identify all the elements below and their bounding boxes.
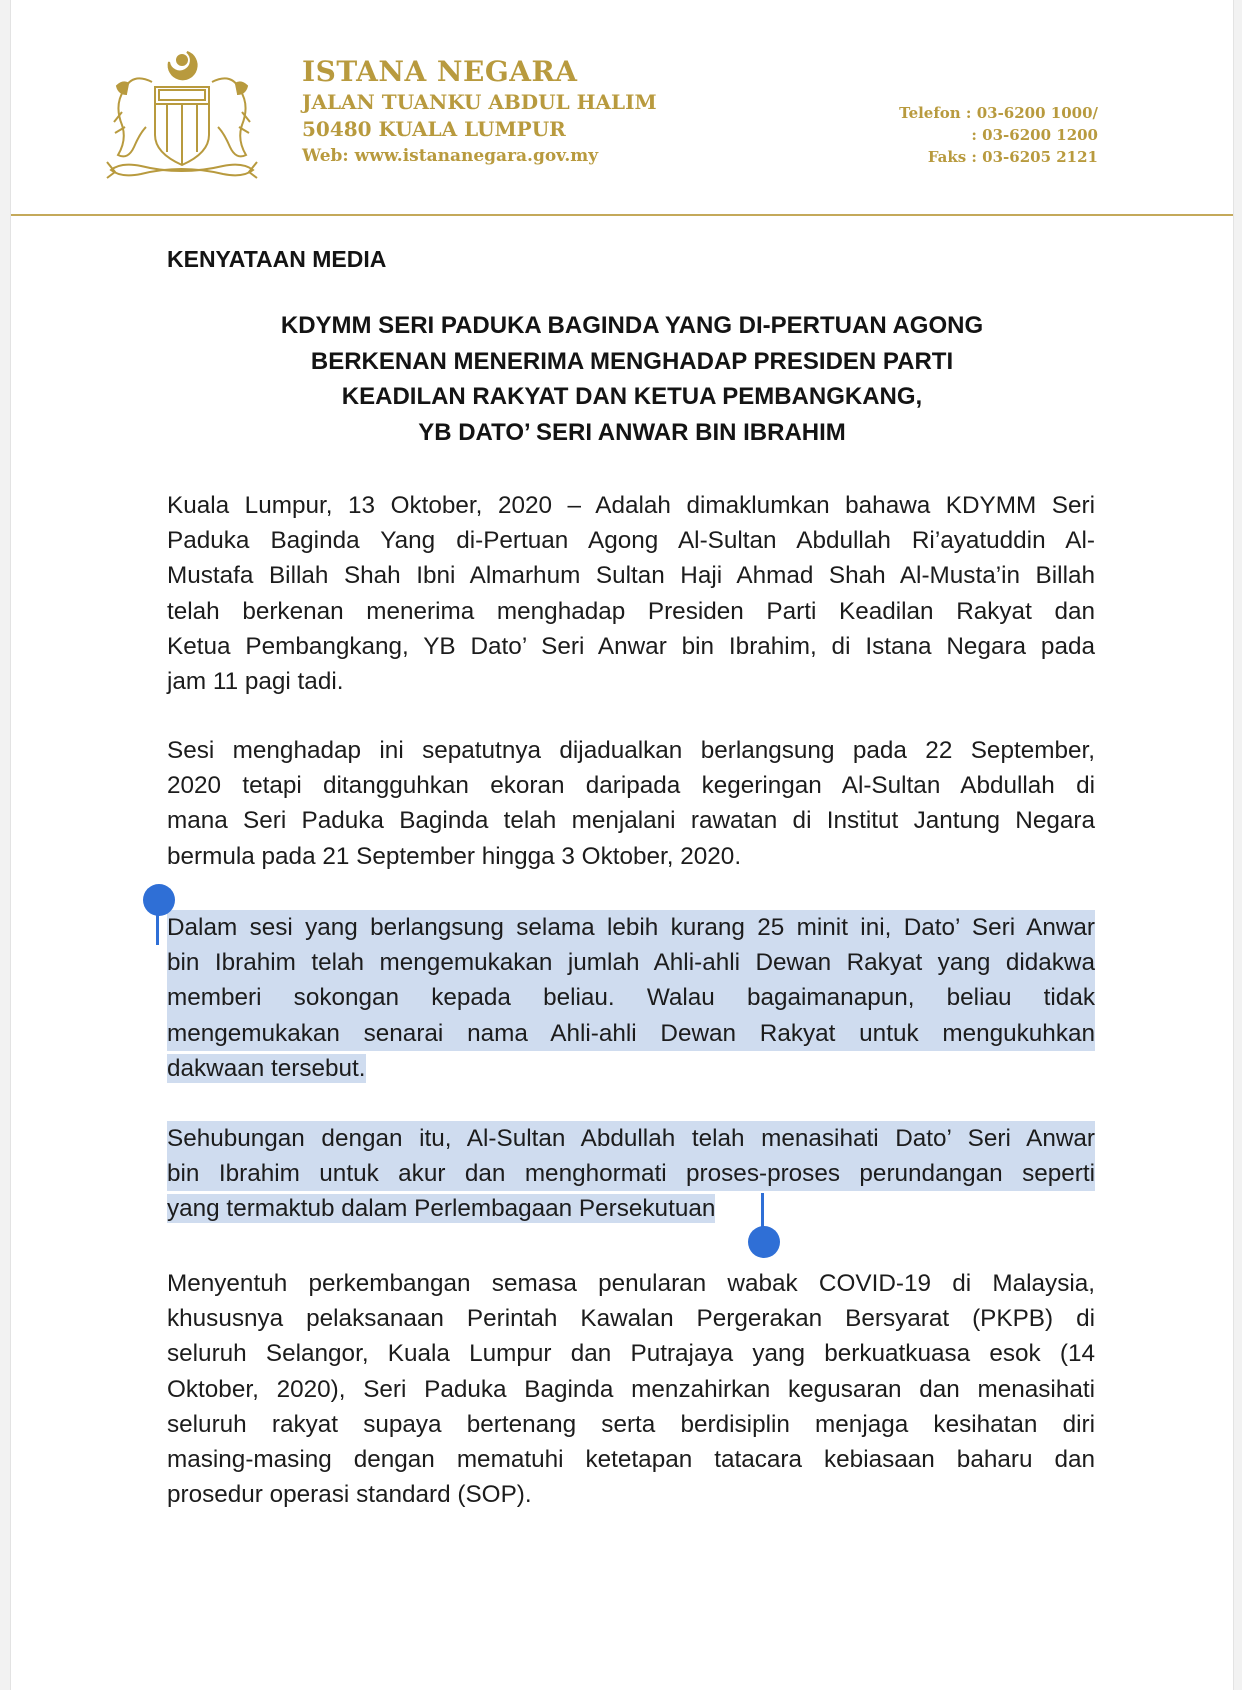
- paragraph-line: khususnya pelaksanaan Perintah Kawalan Pergerakan Bersyarat (PKPB) di: [167, 1305, 1095, 1333]
- body-paragraph-1[interactable]: [167, 488, 1095, 699]
- website-line: Web: www.istananegara.gov.my: [302, 146, 599, 166]
- paragraph-line-text: dakwaan tersebut.: [167, 1054, 366, 1082]
- paragraph-line: [167, 1051, 1095, 1086]
- selection-start-caret: [156, 905, 159, 945]
- address-line-1: JALAN TUANKU ABDUL HALIM: [302, 90, 657, 114]
- paragraph-line: bermula pada 21 September hingga 3 Oktober, 2020.: [167, 842, 742, 870]
- paragraph-line: Paduka Baginda Yang di-Pertuan Agong Al-Sultan Abdullah Ri’ayatuddin Al-: [167, 527, 1095, 555]
- paragraph-line: prosedur operasi standard (SOP).: [167, 1481, 532, 1509]
- document-headline: [167, 308, 1097, 450]
- paragraph-line: masing-masing dengan mematuhi ketetapan tatacara kebiasaan baharu dan: [167, 1445, 1095, 1473]
- paragraph-line: Menyentuh perkembangan semasa penularan wabak COVID-19 di Malaysia,: [167, 1270, 1095, 1297]
- organization-name: ISTANA NEGARA: [302, 55, 578, 88]
- paragraph-line: mana Seri Paduka Baginda telah menjalani rawatan di Institut Jantung Negara: [167, 807, 1095, 835]
- paragraph-line: Kuala Lumpur, 13 Oktober, 2020 – Adalah dimaklumkan bahawa KDYMM Seri: [167, 492, 1095, 519]
- body-paragraph-3-selected[interactable]: [167, 910, 1095, 1086]
- headline-line: BERKENAN MENERIMA MENGHADAP PRESIDEN PARTI: [310, 347, 954, 375]
- headline-line: KDYMM SERI PADUKA BAGINDA YANG DI-PERTUAN AGONG: [280, 312, 984, 339]
- document-label: KENYATAAN MEDIA: [167, 246, 387, 272]
- body-paragraph-5[interactable]: [167, 1266, 1095, 1512]
- phone-line-2: : 03-6200 1200: [971, 126, 1098, 144]
- selection-end-handle[interactable]: [748, 1226, 780, 1258]
- headline-line: KEADILAN RAKYAT DAN KETUA PEMBANGKANG,: [341, 383, 923, 410]
- paragraph-line-text: yang termaktub dalam Perlembagaan Persekutuan: [167, 1195, 716, 1223]
- paragraph-line: memberi sokongan kepada beliau. Walau bagaimanapun, beliau tidak: [167, 980, 1095, 1015]
- page-edge-left: [0, 0, 10, 1690]
- paragraph-line: Ketua Pembangkang, YB Dato’ Seri Anwar bin Ibrahim, di Istana Negara pada: [167, 632, 1095, 660]
- paragraph-line: Sehubungan dengan itu, Al-Sultan Abdullah telah menasihati Dato’ Seri Anwar: [167, 1121, 1095, 1156]
- paragraph-line: bin Ibrahim telah mengemukakan jumlah Ahli-ahli Dewan Rakyat yang didakwa: [167, 945, 1095, 980]
- letterhead-organization: [302, 55, 657, 170]
- letterhead-contact: [838, 102, 1098, 168]
- paragraph-line: Mustafa Billah Shah Ibni Almarhum Sultan Haji Ahmad Shah Al-Musta’in Billah: [167, 562, 1095, 590]
- paragraph-line: [167, 1191, 1095, 1226]
- paragraph-line: Dalam sesi yang berlangsung selama lebih kurang 25 minit ini, Dato’ Seri Anwar: [167, 910, 1095, 945]
- address-line-2: 50480 KUALA LUMPUR: [302, 117, 566, 141]
- paragraph-line: Oktober, 2020), Seri Paduka Baginda menzahirkan kegusaran dan menasihati: [167, 1375, 1095, 1403]
- phone-line-1: Telefon : 03-6200 1000/: [899, 104, 1098, 122]
- coat-of-arms-icon: [97, 42, 267, 192]
- fax-line: Faks : 03-6205 2121: [927, 148, 1098, 166]
- body-paragraph-2[interactable]: [167, 733, 1095, 874]
- selection-start-handle[interactable]: [143, 884, 175, 916]
- paragraph-line: telah berkenan menerima menghadap Presiden Parti Keadilan Rakyat dan: [167, 597, 1095, 625]
- headline-line: YB DATO’ SERI ANWAR BIN IBRAHIM: [418, 418, 846, 446]
- body-paragraph-4-selected[interactable]: [167, 1121, 1095, 1227]
- letterhead-divider: [11, 214, 1233, 216]
- paragraph-line: bin Ibrahim untuk akur dan menghormati proses-proses perundangan seperti: [167, 1156, 1095, 1191]
- paragraph-line: jam 11 pagi tadi.: [167, 667, 344, 695]
- paragraph-line: seluruh Selangor, Kuala Lumpur dan Putrajaya yang berkuatkuasa esok (14: [167, 1340, 1095, 1368]
- paragraph-line: Sesi menghadap ini sepatutnya dijadualkan berlangsung pada 22 September,: [167, 737, 1095, 764]
- paragraph-line: 2020 tetapi ditangguhkan ekoran daripada kegeringan Al-Sultan Abdullah di: [167, 772, 1095, 800]
- paragraph-line: seluruh rakyat supaya bertenang serta berdisiplin menjaga kesihatan diri: [167, 1410, 1095, 1438]
- document-page: [10, 0, 1234, 1690]
- paragraph-line: mengemukakan senarai nama Ahli-ahli Dewan Rakyat untuk mengukuhkan: [167, 1016, 1095, 1051]
